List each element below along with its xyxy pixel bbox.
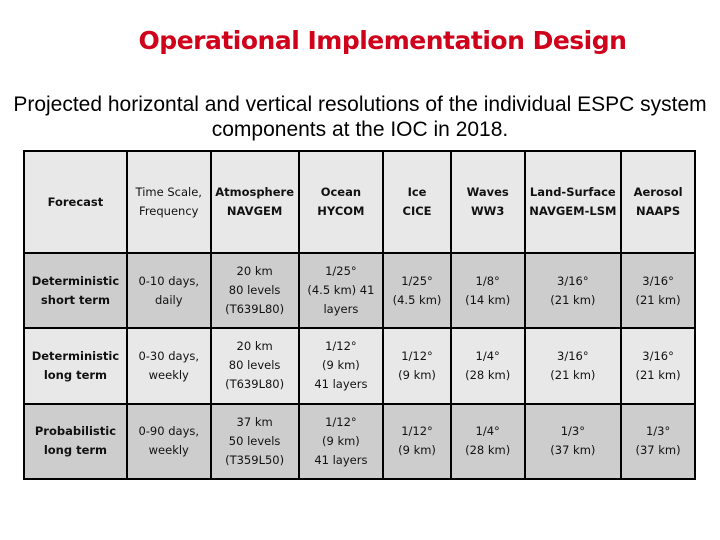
table-cell: 1/3° (37 km) [621, 404, 695, 479]
table-cell: 0-90 days, weekly [127, 404, 211, 479]
table-cell: 1/25° (4.5 km) 41 layers [299, 253, 384, 328]
header-cell: Land-Surface NAVGEM-LSM [525, 151, 622, 253]
header-cell: Atmosphere NAVGEM [211, 151, 299, 253]
table-row [24, 253, 695, 328]
table-cell: 1/25° (4.5 km) [383, 253, 451, 328]
table-cell: 37 km 50 levels (T359L50) [211, 404, 299, 479]
header-cell: Ice CICE [383, 151, 451, 253]
slide-title: Operational Implementation Design [138, 26, 627, 55]
table-cell: 20 km 80 levels (T639L80) [211, 328, 299, 403]
slide-subtitle: Projected horizontal and vertical resolutions of the individual ESPC system components at the IOC in 2018. [13, 93, 707, 141]
header-cell: Aerosol NAAPS [621, 151, 695, 253]
table-row [24, 151, 695, 253]
table-cell: 0-10 days, daily [127, 253, 211, 328]
table-cell: 1/12° (9 km) [383, 404, 451, 479]
table-row [24, 404, 695, 479]
table-cell: Probabilistic long term [24, 404, 127, 479]
table-cell: 20 km 80 levels (T639L80) [211, 253, 299, 328]
table-row [24, 328, 695, 403]
table-cell: 0-30 days, weekly [127, 328, 211, 403]
table-cell: 3/16° (21 km) [525, 328, 622, 403]
table-cell: 1/4° (28 km) [451, 328, 525, 403]
table-cell: 3/16° (21 km) [525, 253, 622, 328]
table-cell: 1/12° (9 km) 41 layers [299, 328, 384, 403]
table-cell: 3/16° (21 km) [621, 253, 695, 328]
table-cell: Deterministic long term [24, 328, 127, 403]
table-cell: 1/3° (37 km) [525, 404, 622, 479]
resolution-table [23, 150, 696, 480]
header-cell: Time Scale, Frequency [127, 151, 211, 253]
table-cell: 3/16° (21 km) [621, 328, 695, 403]
header-cell: Forecast [24, 151, 127, 253]
table-cell: 1/12° (9 km) 41 layers [299, 404, 384, 479]
table-cell: Deterministic short term [24, 253, 127, 328]
table-cell: 1/4° (28 km) [451, 404, 525, 479]
header-cell: Ocean HYCOM [299, 151, 384, 253]
header-cell: Waves WW3 [451, 151, 525, 253]
table-cell: 1/12° (9 km) [383, 328, 451, 403]
table-cell: 1/8° (14 km) [451, 253, 525, 328]
